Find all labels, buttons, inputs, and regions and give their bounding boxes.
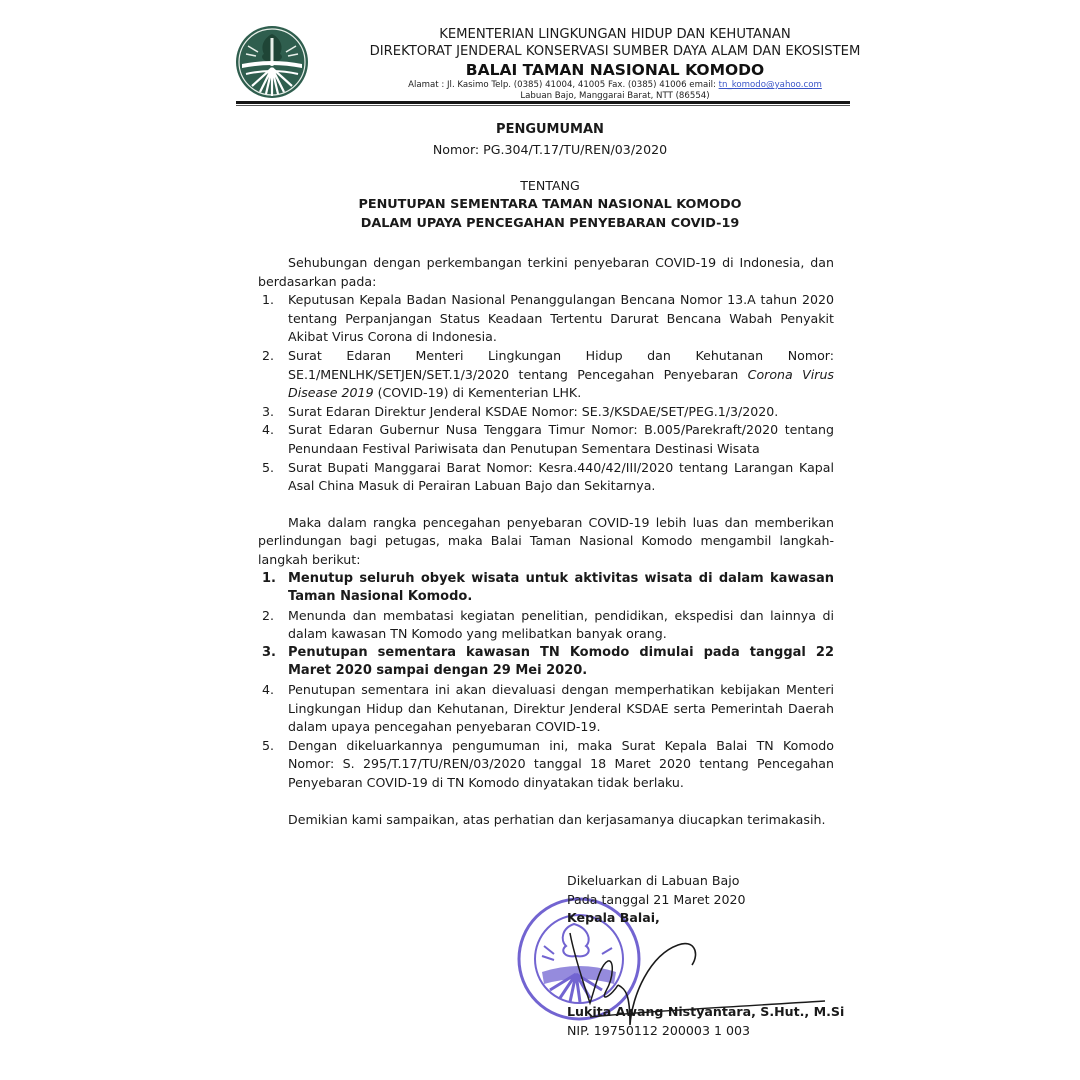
letterhead-divider (236, 101, 850, 104)
item-text-italic: Corona Virus Disease 2019 (288, 366, 834, 401)
ministry-name: KEMENTERIAN LINGKUNGAN HIDUP DAN KEHUTANAN (439, 27, 791, 42)
measure-item (258, 681, 834, 737)
signer-name: Lukita Awang Nistyantara, S.Hut., M.Si (567, 1004, 845, 1019)
intro-paragraph: Sehubungan dengan perkembangan terkini penyebaran COVID-19 di Indonesia, dan berdasarkan pada: (258, 255, 834, 289)
address-line-2: Labuan Bajo, Manggarai Barat, NTT (86554) (520, 91, 710, 101)
item-text: Menutup seluruh obyek wisata untuk aktivitas wisata di dalam kawasan Taman Nasional Komodo. (288, 570, 834, 605)
item-text: Dengan dikeluarkannya pengumuman ini, maka Surat Kepala Balai TN Komodo Nomor: S. 295/T.17/TU/REN/03/2020 tanggal 18 Maret 2020 tentang Pencegahan Penyebaran COVID-19 di TN Komodo dinyatakan tidak berlaku. (288, 737, 834, 791)
document-number: Nomor: PG.304/T.17/TU/REN/03/2020 (432, 142, 668, 157)
item-number: 3. (262, 403, 275, 419)
address-line-1 (320, 80, 910, 91)
document-body (258, 254, 834, 829)
item-number: 1. (262, 570, 276, 586)
item-text: Surat Edaran Menteri Lingkungan Hidup dan Kehutanan Nomor: SE.1/MENLHK/SETJEN/SET.1/3/2020 tentang Pencegahan Penyebaran (288, 347, 834, 382)
basis-item (258, 347, 834, 403)
basis-item (258, 421, 834, 458)
ministry-tree-logo-icon (234, 24, 310, 100)
item-text: Surat Bupati Manggarai Barat Nomor: Kesra.440/42/III/2020 tentang Larangan Kapal Asal China Masuk di Perairan Labuan Bajo dan Sekitarnya. (288, 459, 834, 494)
item-text: Penutupan sementara kawasan TN Komodo dimulai pada tanggal 22 Maret 2020 sampai dengan 29 Mei 2020. (288, 644, 834, 679)
closing-paragraph: Demikian kami sampaikan, atas perhatian dan kerjasamanya diucapkan terimakasih. (288, 811, 826, 827)
document-heading: PENGUMUMAN (496, 122, 604, 137)
tentang-label: TENTANG (520, 178, 580, 193)
issued-place: Dikeluarkan di Labuan Bajo (567, 873, 740, 888)
email-link[interactable]: tn_komodo@yahoo.com (718, 80, 822, 90)
measure-item (258, 737, 834, 793)
office-name: BALAI TAMAN NASIONAL KOMODO (465, 61, 765, 79)
measures-intro-paragraph: Maka dalam rangka pencegahan penyebaran COVID-19 lebih luas dan memberikan perlindungan bagi petugas, maka Balai Taman Nasional Komodo mengambil langkah-langkah berikut: (258, 514, 834, 567)
item-text: Surat Edaran Direktur Jenderal KSDAE Nomor: SE.3/KSDAE/SET/PEG.1/3/2020. (288, 403, 779, 419)
item-text: Menunda dan membatasi kegiatan penelitian, pendidikan, ekspedisi dan lainnya di dalam kawasan TN Komodo yang melibatkan banyak orang. (288, 607, 834, 642)
measure-item (258, 570, 834, 607)
issued-date: Pada tanggal 21 Maret 2020 (567, 891, 746, 907)
item-number: 2. (262, 347, 275, 363)
measure-item (258, 607, 834, 644)
signature-block (567, 872, 746, 928)
item-number: 4. (262, 422, 275, 438)
subject-line-2: DALAM UPAYA PENCEGAHAN PENYEBARAN COVID-19 (360, 216, 740, 231)
item-text: Penutupan sementara ini akan dievaluasi dengan memperhatikan kebijakan Menteri Lingkungan Hidup dan Kehutanan, Direktur Jenderal KSDAE serta Pemerintah Daerah dalam upaya pencegahan penyebaran COVID-19. (288, 682, 834, 735)
directorate-name: DIREKTORAT JENDERAL KONSERVASI SUMBER DAYA ALAM DAN EKOSISTEM (369, 44, 861, 59)
basis-list (258, 291, 834, 496)
signer-position: Kepala Balai, (567, 910, 660, 925)
basis-item (258, 459, 834, 496)
item-text: Surat Edaran Gubernur Nusa Tenggara Timur Nomor: B.005/Parekraft/2020 tentang Penundaan Festival Pariwisata dan Penutupan Sementara Destinasi Wisata (288, 422, 834, 456)
signer-block (567, 1003, 844, 1040)
letterhead-divider-thin (236, 105, 850, 106)
basis-item (258, 403, 834, 422)
item-number: 2. (262, 607, 275, 623)
measure-item (258, 644, 834, 681)
item-text: (COVID-19) di Kementerian LHK. (373, 385, 582, 401)
item-number: 1. (262, 292, 275, 308)
subject-line-1: PENUTUPAN SEMENTARA TAMAN NASIONAL KOMODO (358, 197, 742, 212)
item-number: 5. (262, 459, 275, 475)
address-text: Alamat : Jl. Kasimo Telp. (0385) 41004, 41005 Fax. (0385) 41006 email: (408, 80, 719, 90)
basis-item (258, 291, 834, 347)
item-number: 4. (262, 682, 275, 698)
item-text: Keputusan Kepala Badan Nasional Penanggulangan Bencana Nomor 13.A tahun 2020 tentang Perpanjangan Status Keadaan Tertentu Darurat Bencana Wabah Penyakit Akibat Virus Corona di Indonesia. (288, 292, 834, 345)
signer-nip: NIP. 19750112 200003 1 003 (567, 1022, 751, 1038)
item-number: 3. (262, 644, 276, 660)
letterhead (320, 26, 910, 102)
item-number: 5. (262, 737, 275, 753)
measures-list (258, 570, 834, 793)
